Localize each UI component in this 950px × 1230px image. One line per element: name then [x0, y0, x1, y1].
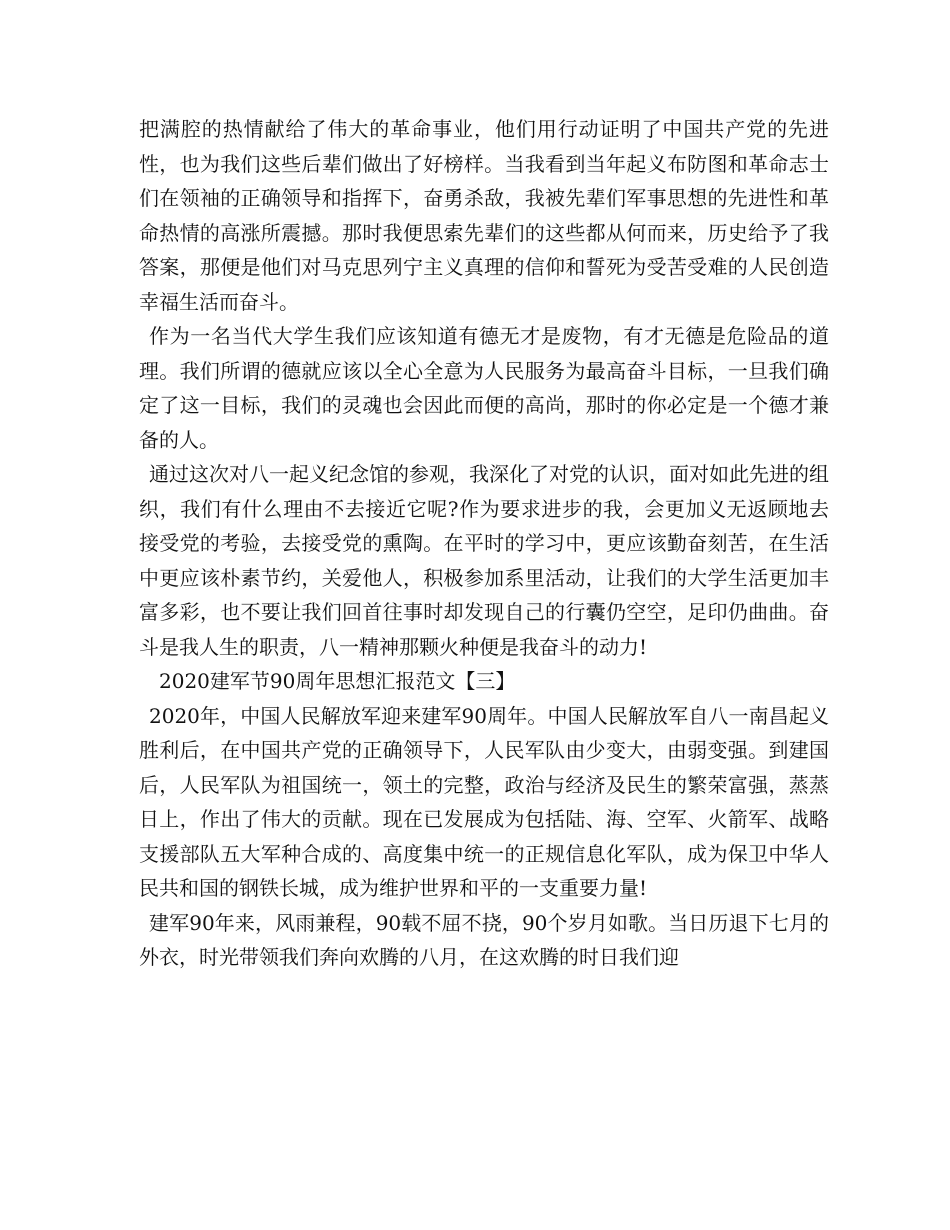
section-heading: 2020建军节90周年思想汇报范文【三】	[159, 669, 516, 693]
paragraph-1: 把满腔的热情献给了伟大的革命事业，他们用行动证明了中国共产党的先进性，也为我们这些后辈们做出了好榜样。当我看到当年起义布防图和革命志士们在领袖的正确领导和指挥下，奋勇杀敌，我被先辈们军事思想的先进性和革命热情的高涨所震撼。那时我便思索先辈们的这些都从何而来，历史给予了我答案，那便是他们对马克思列宁主义真理的信仰和誓死为受苦受难的人民创造幸福生活而奋斗。	[139, 117, 829, 314]
paragraph-2: 作为一名当代大学生我们应该知道有德无才是废物，有才无德是危险品的道理。我们所谓的德就应该以全心全意为人民服务为最高奋斗目标，一旦我们确定了这一目标，我们的灵魂也会因此而便的高尚，那时的你必定是一个德才兼备的人。	[139, 324, 829, 452]
document-body	[139, 112, 829, 975]
paragraph-3: 通过这次对八一起义纪念馆的参观，我深化了对党的认识，面对如此先进的组织，我们有什么理由不去接近它呢?作为要求进步的我，会更加义无返顾地去接受党的考验，去接受党的熏陶。在平时的学习中，更应该勤奋刻苦，在生活中更应该朴素节约，关爱他人，积极参加系里活动，让我们的大学生活更加丰富多彩，也不要让我们回首往事时却发现自己的行囊仍空空，足印仍曲曲。奋斗是我人生的职责，八一精神那颗火种便是我奋斗的动力!	[139, 462, 829, 659]
paragraph-5: 建军90年来，风雨兼程，90载不屈不挠，90个岁月如歌。当日历退下七月的外衣，时光带领我们奔向欢腾的八月，在这欢腾的时日我们迎	[139, 910, 829, 969]
paragraph-4: 2020年，中国人民解放军迎来建军90周年。中国人民解放军自八一南昌起义胜利后，在中国共产党的正确领导下，人民军队由少变大，由弱变强。到建国后，人民军队为祖国统一，领土的完整，政治与经济及民生的繁荣富强，蒸蒸日上，作出了伟大的贡献。现在已发展成为包括陆、海、空军、火箭军、战略支援部队五大军种合成的、高度集中统一的正规信息化军队，成为保卫中华人民共和国的钢铁长城，成为维护世界和平的一支重要力量!	[139, 703, 829, 900]
